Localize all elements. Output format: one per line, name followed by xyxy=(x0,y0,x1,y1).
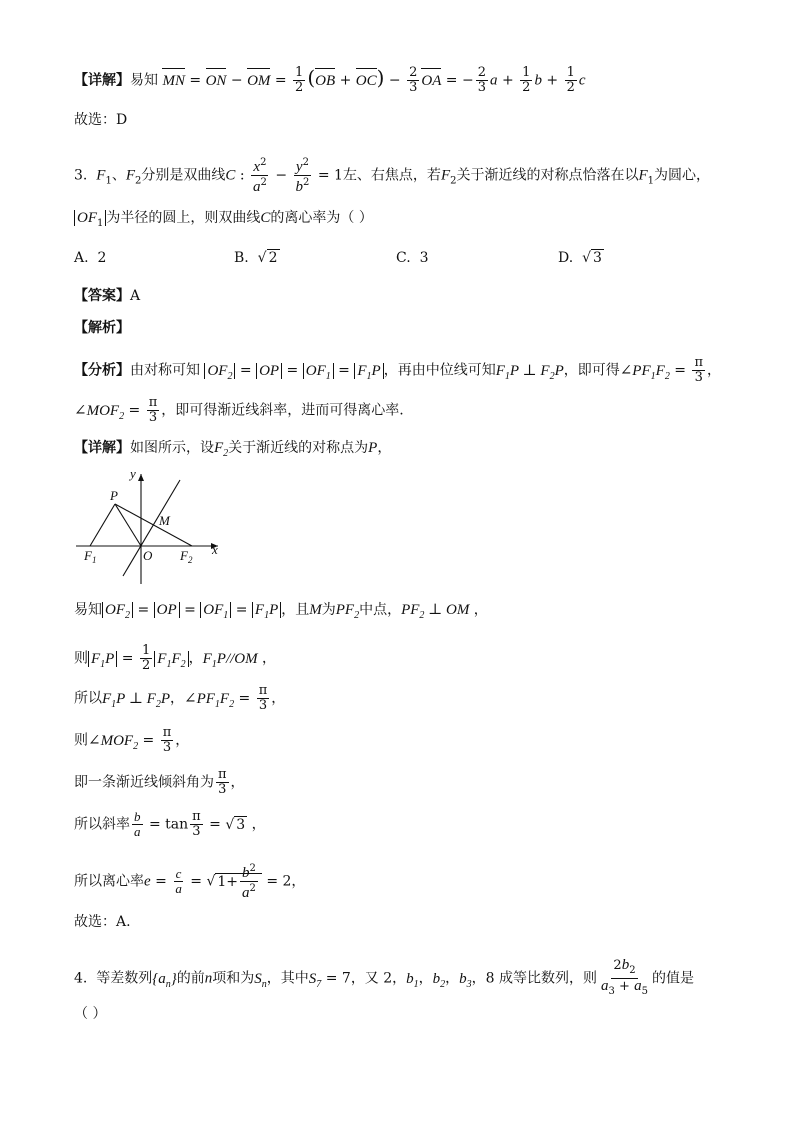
b-var: b xyxy=(295,179,304,195)
frac-den: 2 xyxy=(566,80,575,95)
hyperbola-figure xyxy=(68,462,238,590)
f1-symbol-2: F xyxy=(638,167,648,184)
equals-sign-2: = xyxy=(270,72,292,89)
abs-f1f2: $F_1F_2$ xyxy=(154,651,188,667)
frac-x2-a2 xyxy=(251,156,269,195)
frac-num: π xyxy=(162,725,172,740)
abs-of1: $OF_1$ xyxy=(200,602,231,618)
frac-den: 3 xyxy=(694,370,703,385)
label-f2 xyxy=(179,548,193,565)
q4-text-e: ，又 2， xyxy=(350,970,407,987)
frac-den: $b^2$ xyxy=(295,177,310,195)
equals: = xyxy=(204,816,226,833)
frac-den: $a^2$ xyxy=(253,177,267,195)
segment-pf2: $PF_2$ xyxy=(335,602,360,621)
option-c[interactable] xyxy=(396,250,429,266)
analysis-text-c: ，即可得 xyxy=(563,362,620,379)
a-var: a xyxy=(253,179,261,195)
frac-den: a xyxy=(134,824,141,839)
step4-a: 则 xyxy=(74,732,88,749)
step1-d: 中点， xyxy=(359,602,402,618)
step-3: 所以$F_1P$ ⊥ $F_2P$，$\angle PF_1F_2$ = $\frac{\pi}{3}$ ， xyxy=(74,683,286,713)
right-paren: ) xyxy=(376,65,385,90)
s7-value: = 7 xyxy=(321,970,351,987)
q4-text-b: 的前 xyxy=(176,970,205,987)
step2-a: 则 xyxy=(74,650,88,667)
vector-a: a xyxy=(490,72,498,89)
frac-num: π xyxy=(192,809,201,824)
option-value: 3 xyxy=(593,250,602,266)
frac-y2-b2 xyxy=(294,156,312,195)
detail-label-2: 【详解】 xyxy=(74,440,130,456)
frac-num: π xyxy=(218,767,227,782)
x-var: x xyxy=(253,159,261,175)
frac-den: 3 xyxy=(409,80,418,95)
frac-num: c xyxy=(175,866,182,881)
step-4: 则$\angle MOF_2$ = $\frac{\pi}{3}$ ， xyxy=(74,725,190,755)
frac-den: 2 xyxy=(141,658,151,673)
label-x: x xyxy=(212,542,218,557)
radicand: 1+ $\frac{b^2}{a^2}$ xyxy=(215,873,262,890)
step-2: 则 $F_1P$ = $\frac{1}{2}$ $F_1F_2$ ，$F_1P//OM$ ， xyxy=(74,643,277,673)
step1-c: 为 xyxy=(321,602,336,618)
of1: OF xyxy=(77,210,97,226)
q4-text-a: 等差数列 xyxy=(96,970,153,987)
detail-text-b: 关于渐近线的对称点为 xyxy=(228,440,369,456)
frac-num: $2b_2$ xyxy=(611,958,637,979)
q3-text-a: 分别是双曲线 xyxy=(141,167,226,184)
minus: − xyxy=(270,167,292,184)
option-key: D. xyxy=(558,250,574,266)
option-key: C. xyxy=(396,250,411,266)
vector-om: OM xyxy=(247,72,271,89)
option-d[interactable] xyxy=(558,250,604,266)
equals-sign: = xyxy=(184,72,206,89)
frac-c-a xyxy=(173,867,184,896)
tan-text: = tan xyxy=(144,816,189,833)
f1p-perp: $F_1P$ ⊥ $F_2P$ xyxy=(495,362,564,382)
q4-line-1: 4. 等差数列$\{a_n\}$的前n项和为$S_n$，其中$S_7 = 7$，又 2，$b_1$，$b_2$，$b_3$，8 成等比数列，则 $\frac{2b_2}{a_3 + a_5}$ 的值是 xyxy=(74,957,694,997)
answer-label: 【答案】 xyxy=(74,288,130,304)
analysis-text-b: ，再由中位线可知 xyxy=(383,362,496,379)
analysis-line-1: 【分析】由对称可知 $OF_2$ = OP = $OF_1 = F_1P$ ，再由中位线可知$F_1P$ ⊥ $F_2P$，即可得$\angle PF_1F_2$ = $\frac{\pi}{3}$ ， xyxy=(74,355,721,385)
segment-pf2 xyxy=(115,504,192,546)
parallel-f1p-om: $F_1P//OM$ xyxy=(202,650,258,670)
abs-op: OP xyxy=(154,602,180,618)
step1-a: 易知 xyxy=(74,602,102,618)
q3-line2-b: 的离心率为（ ） xyxy=(270,210,373,226)
q4-text-d: ，其中 xyxy=(266,970,309,987)
frac-den: $a^2$ xyxy=(242,883,256,901)
radicand: 3 xyxy=(236,816,246,833)
f1-sub: 1 xyxy=(105,175,112,187)
rhs-equals: = − xyxy=(441,72,474,89)
option-value: 3 xyxy=(419,250,429,266)
step-1: 易知 $OF_2$ = OP = $OF_1 = F_1P$ ，且M为$PF_2$中点，$PF_2$ ⊥ OM ， xyxy=(74,602,488,621)
f2-symbol-3: $F_2$ xyxy=(214,440,229,459)
q3-text-b: 左、右焦点，若 xyxy=(342,167,441,184)
label-y: y xyxy=(130,466,136,481)
q3-line2-a: 为半径的圆上，则双曲线 xyxy=(106,210,261,226)
minus-sign-2: − xyxy=(384,72,406,89)
frac-pi-3 xyxy=(161,726,174,755)
left-paren: ( xyxy=(307,65,316,90)
minus-sign: − xyxy=(226,72,248,89)
option-a[interactable] xyxy=(74,250,106,266)
abs-of2: $OF_2$ xyxy=(102,602,133,618)
colon: : xyxy=(235,167,249,184)
sqrt-3: √ 3 xyxy=(225,816,246,833)
abs-f1p: $F_1P$ xyxy=(354,363,383,379)
f2-letter: F xyxy=(180,548,188,563)
y-var: y xyxy=(295,159,303,175)
vector-oa: OA xyxy=(421,72,442,89)
comma: ， xyxy=(377,440,392,456)
frac-den: 3 xyxy=(258,698,268,713)
option-key: A. xyxy=(74,250,89,266)
detail-text: 如图所示，设 xyxy=(130,440,214,456)
f2-symbol-2: F xyxy=(440,167,451,184)
plus-sign-3: + xyxy=(541,72,563,89)
q3-line-2 xyxy=(74,208,373,234)
abs-of1 xyxy=(74,210,106,229)
frac-num: $y^2$ xyxy=(295,157,309,175)
seq-an: $\{a_n\}$ xyxy=(152,970,177,990)
vector-b: b xyxy=(534,72,542,89)
f1-symbol: F xyxy=(96,167,106,184)
frac-pi-3 xyxy=(257,684,270,713)
frac-num: 2 xyxy=(409,65,418,80)
frac-num: π xyxy=(258,683,268,698)
frac-den: 2 xyxy=(295,80,304,95)
fraction-half-3 xyxy=(565,66,577,95)
angle-pf1f2: $\angle PF_1F_2$ xyxy=(184,690,235,710)
analysis-line-2: $\angle MOF_2$ = $\frac{\pi}{3}$ ，即可得渐近线斜率，进而可得离心率. xyxy=(74,395,404,425)
step5-a: 即一条渐近线倾斜角为 xyxy=(74,774,214,791)
answer-value: A xyxy=(130,288,141,304)
sqrt: √ 2 xyxy=(257,250,278,266)
frac-num: $x^2$ xyxy=(253,157,267,175)
frac-num: 1 xyxy=(522,65,531,80)
step-7: 所以离心率e = $\frac{c}{a}$ = √ 1+ $\frac{b^2}{a^2}$ = 2， xyxy=(74,863,306,901)
step1-b: ，且 xyxy=(281,602,310,618)
frac-b2-a2 xyxy=(240,862,258,901)
q4-text-f: ，8 成等比数列，则 xyxy=(471,970,598,987)
q3-text-d: 为圆心， xyxy=(654,167,711,184)
frac-b-a xyxy=(132,810,143,839)
choose-a-line: 故选：A. xyxy=(74,914,131,930)
frac-num: 1 xyxy=(295,65,304,80)
fraction-half xyxy=(293,66,305,95)
f1-sub: 1 xyxy=(91,555,97,565)
option-key: B. xyxy=(234,250,249,266)
frac-den: a xyxy=(175,881,182,896)
plus-sign-2: + xyxy=(497,72,519,89)
angle-mof2: $\angle MOF_2$ xyxy=(74,402,125,422)
q3-number: 3. xyxy=(74,167,88,184)
analysis-heading xyxy=(74,318,130,338)
point-m: M xyxy=(309,602,322,618)
frac-pi-3 xyxy=(147,396,160,425)
point-p: P xyxy=(368,440,378,456)
vector-oc: OC xyxy=(355,72,377,89)
q4-text-c: 项和为 xyxy=(212,970,255,987)
frac-pi-3 xyxy=(692,356,705,385)
answer-line xyxy=(74,286,140,306)
step6-a: 所以斜率 xyxy=(74,816,130,833)
step-5: 即一条渐近线倾斜角为 $\frac{\pi}{3}$ ， xyxy=(74,767,245,797)
frac-den: 3 xyxy=(148,410,158,425)
fraction-half-2 xyxy=(520,66,532,95)
q4-line-2: （ ） xyxy=(74,1006,107,1022)
label-p: P xyxy=(110,488,118,503)
detail-line xyxy=(74,438,391,464)
label-m: M xyxy=(159,513,170,528)
abs-f1p: $F_1P$ xyxy=(88,651,117,667)
frac-pi-3 xyxy=(216,768,229,797)
perp-pf2-om: $PF_2$ ⊥ OM xyxy=(401,602,470,621)
option-b[interactable] xyxy=(234,250,280,266)
vector-on: ON xyxy=(205,72,227,89)
sqrt: √ 3 xyxy=(582,250,602,266)
f2-sub: 2 xyxy=(187,555,193,565)
frac-pi-3 xyxy=(190,810,203,839)
sqrt-expr: √ 1+ $\frac{b^2}{a^2}$ xyxy=(206,862,261,901)
option-value: 2 xyxy=(97,250,107,266)
choose-d-line: 故选：D xyxy=(74,112,128,128)
step2-b: ， xyxy=(188,650,203,667)
f2-sub: 2 xyxy=(134,175,142,187)
s7: $S_7$ xyxy=(308,970,322,990)
fraction-half xyxy=(140,644,152,673)
f1-sub-2: 1 xyxy=(647,175,655,187)
curve-c: C xyxy=(225,167,236,184)
frac-den: $a_3 + a_5$ xyxy=(601,978,648,997)
frac-num: 1 xyxy=(141,643,151,658)
frac-den: 3 xyxy=(162,740,172,755)
plus-sign: + xyxy=(335,72,356,89)
frac-den: 3 xyxy=(192,824,201,839)
abs-op: OP xyxy=(256,363,282,379)
vector-mn: MN xyxy=(162,72,185,89)
q3-text-c: 关于渐近线的对称点恰落在以 xyxy=(456,167,639,184)
analysis-sub-label: 【分析】 xyxy=(74,362,130,379)
frac-num: 2 xyxy=(477,65,487,80)
frac-num: $b^2$ xyxy=(242,863,256,881)
vector-ob: OB xyxy=(315,72,336,89)
vector-c: c xyxy=(578,72,586,89)
step3-a: 所以 xyxy=(74,690,102,707)
abs-of1: $OF_1$ xyxy=(303,363,334,379)
step7-eq: = 2， xyxy=(261,873,306,890)
curve-c-2: C xyxy=(260,210,271,226)
angle-pf1f2: $\angle PF_1F_2$ xyxy=(619,362,670,382)
analysis-text-a: 由对称可知 xyxy=(130,362,200,379)
q3-line-1 xyxy=(74,156,710,195)
frac-den: 2 xyxy=(522,80,531,95)
frac-2b2 xyxy=(599,958,650,999)
q4-number: 4. xyxy=(74,970,88,987)
frac-num: b xyxy=(134,809,141,824)
frac-num: π xyxy=(148,395,158,410)
step3-b: ， xyxy=(170,690,185,707)
step-6: 所以斜率 $\frac{b}{a}$ = tan $\frac{\pi}{3}$ = √ 3 ， xyxy=(74,809,266,839)
abs-f1p: $F_1P$ xyxy=(252,602,281,618)
separator: 、 xyxy=(111,167,126,184)
f2-symbol: F xyxy=(125,167,135,184)
angle-mof2: $\angle MOF_2$ xyxy=(88,732,139,752)
abs-of2: $OF_2$ xyxy=(204,363,235,379)
q4-text-g: 的值是 xyxy=(651,970,694,987)
e-var: e xyxy=(144,873,151,890)
detail-prefix: 易知 xyxy=(130,72,158,89)
analysis-label: 【解析】 xyxy=(74,320,130,336)
frac-num: 1 xyxy=(566,65,575,80)
frac-den: 3 xyxy=(218,782,227,797)
frac-den: 3 xyxy=(477,80,487,95)
step7-a: 所以离心率 xyxy=(74,873,144,890)
segment-pm-to-o xyxy=(115,504,141,546)
label-f1 xyxy=(83,548,96,565)
f2-sub-2: 2 xyxy=(450,175,457,187)
y-axis-arrow xyxy=(138,474,144,481)
fraction-two-thirds xyxy=(407,66,419,95)
eq-one: = 1 xyxy=(313,167,343,184)
segment-f1p xyxy=(90,504,115,546)
f1-letter: F xyxy=(84,548,92,563)
detail-vector-line xyxy=(74,66,586,95)
analysis-text-d: ，即可得渐近线斜率，进而可得离心率. xyxy=(161,402,404,419)
sn: $S_n$ xyxy=(254,970,267,990)
f1p-perp: $F_1P$ ⊥ $F_2P$ xyxy=(102,690,171,710)
option-value: 2 xyxy=(268,250,278,266)
label-o: O xyxy=(143,548,153,563)
of1-sub: 1 xyxy=(97,218,104,229)
detail-label: 【详解】 xyxy=(74,72,130,89)
fraction-two-thirds-2 xyxy=(476,66,488,95)
frac-num: π xyxy=(694,355,703,370)
